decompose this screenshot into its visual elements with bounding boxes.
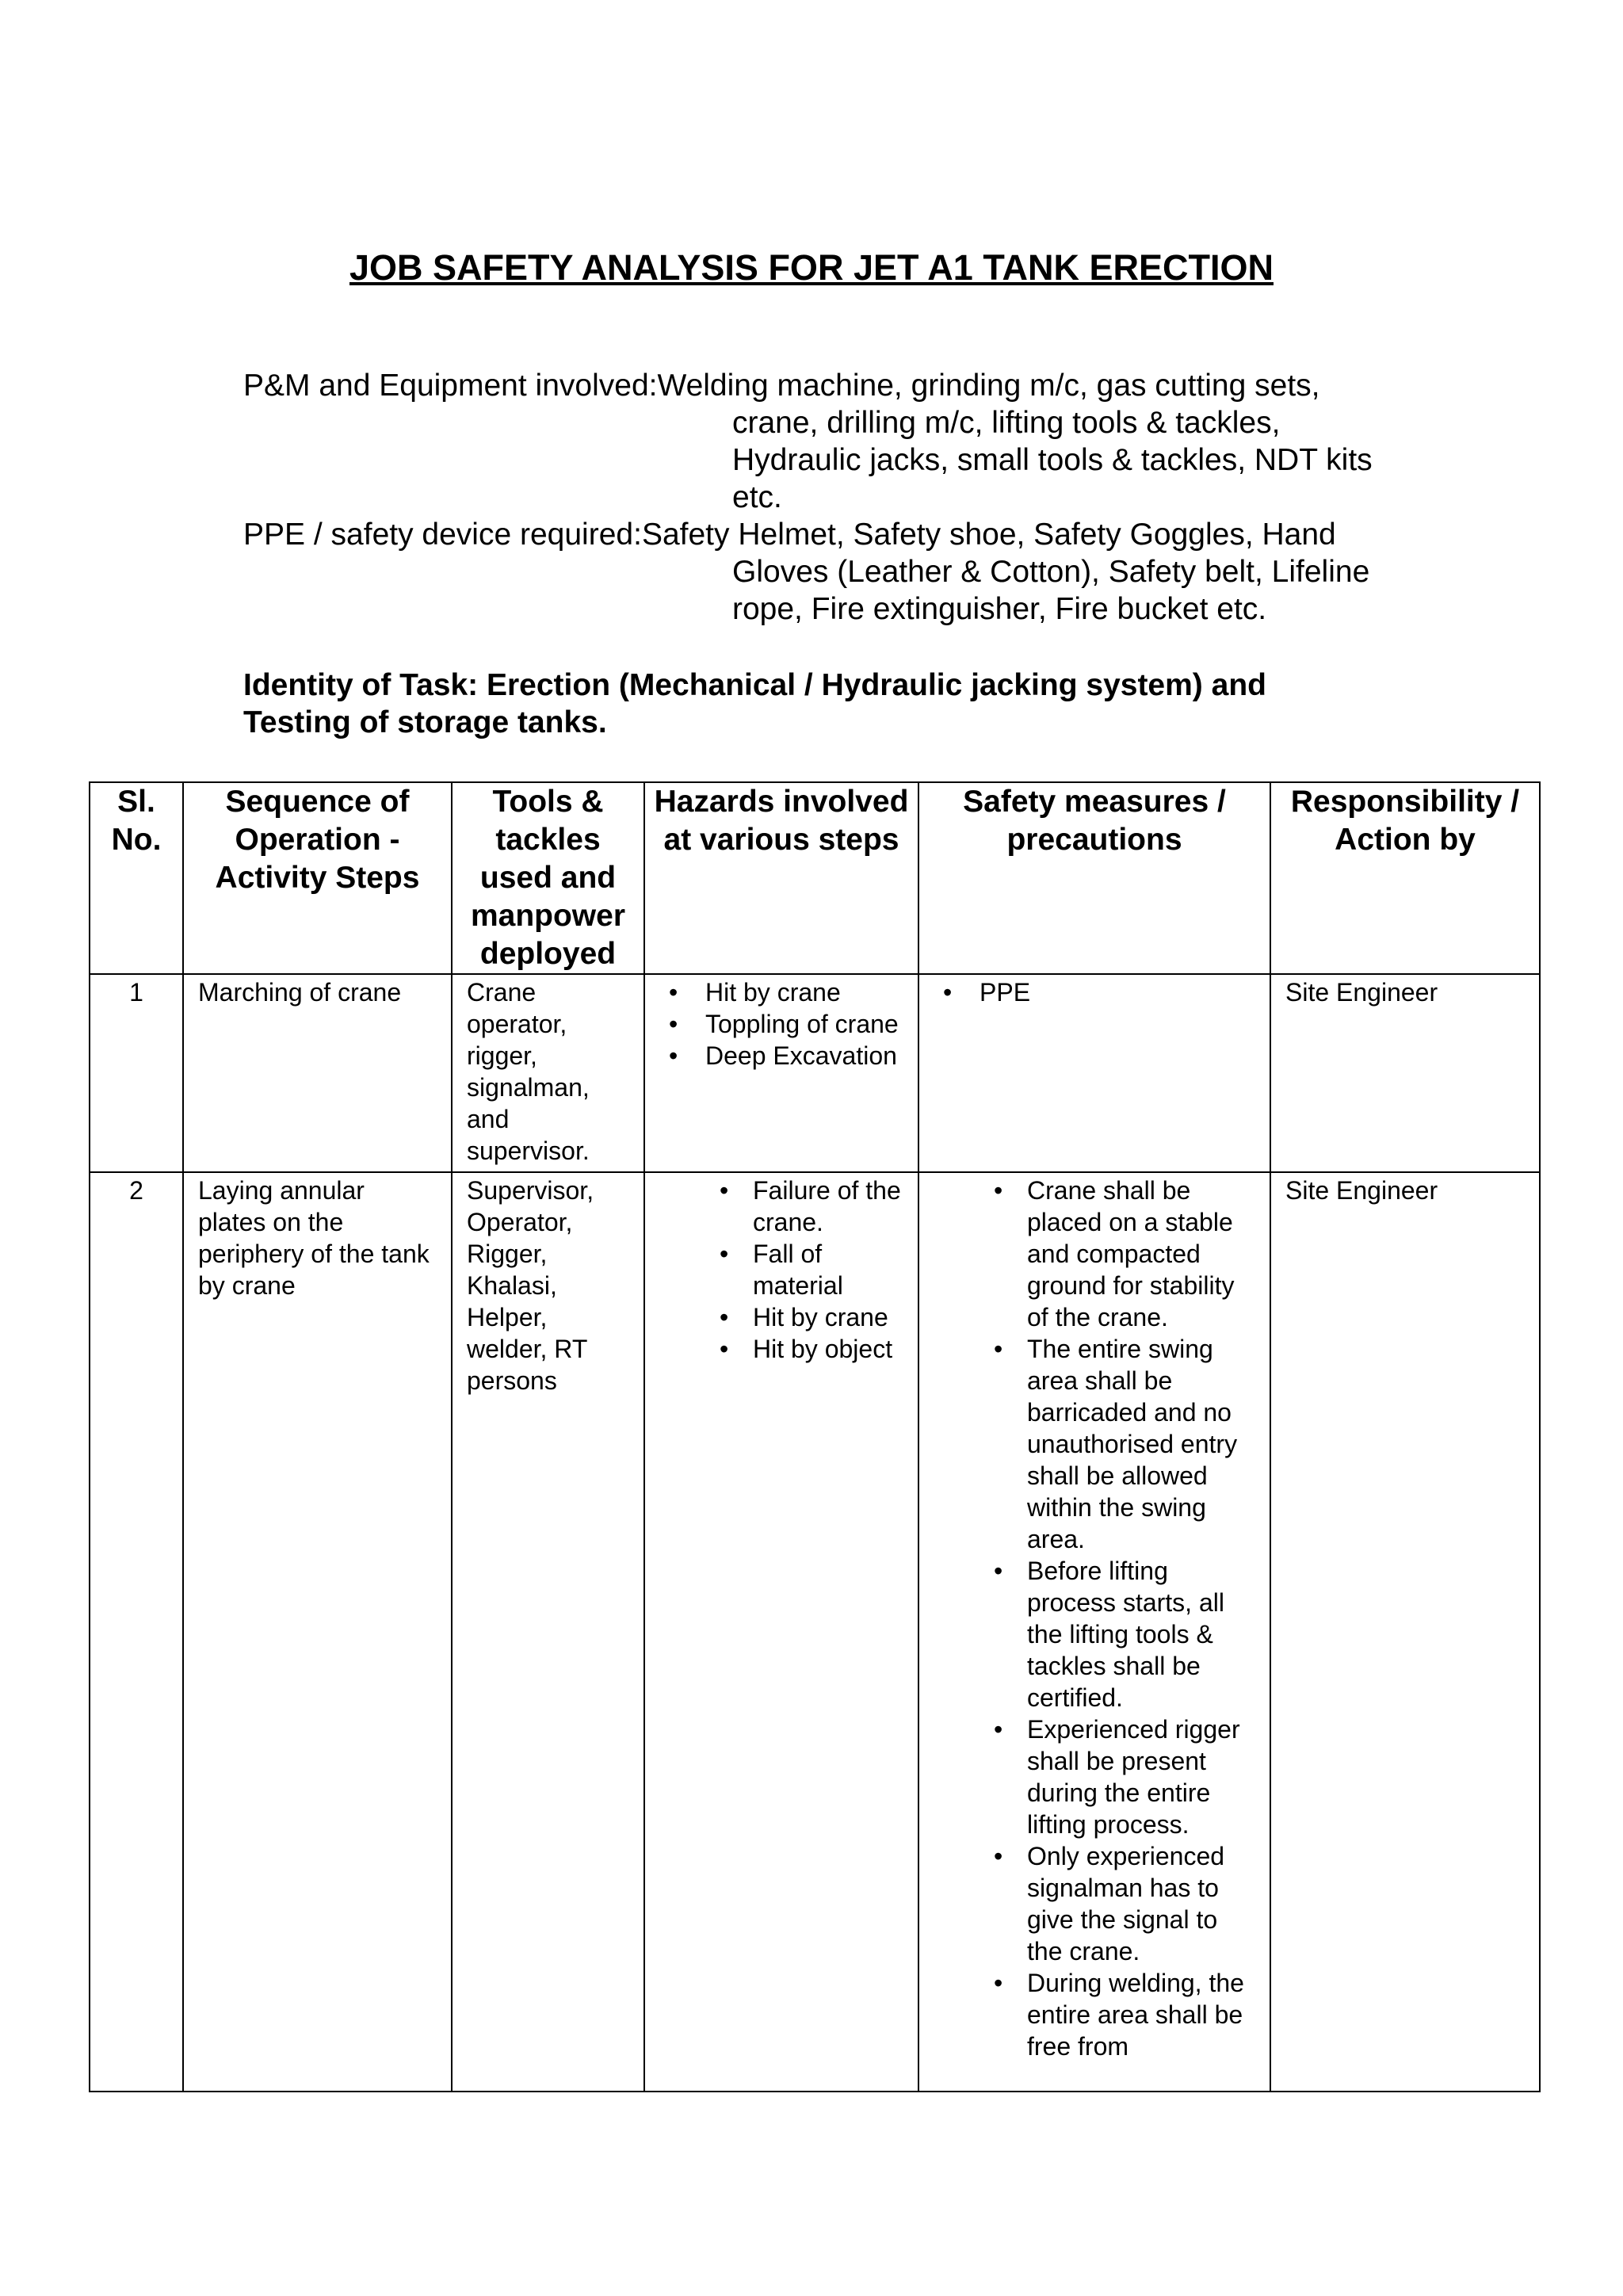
header-hazards: Hazards involved at various steps xyxy=(644,782,918,974)
row-2-hazards xyxy=(644,1172,918,2092)
row-1-hazards xyxy=(644,974,918,1172)
row-2-measures xyxy=(918,1172,1270,2092)
list-item: • Crane shall be placed on a stable and compacted ground for stability of the crane. xyxy=(934,1175,1255,1333)
table-row xyxy=(90,1172,1540,2092)
equipment-line-4: etc. xyxy=(732,480,782,514)
row-1-tools: Crane operator, rigger, signalman, and supervisor. xyxy=(452,974,644,1172)
ppe-line-3: rope, Fire extinguisher, Fire bucket etc. xyxy=(732,592,1267,626)
table-header-row xyxy=(90,782,1540,974)
task-identity-line-1: Identity of Task: Erection (Mechanical / Hydraulic jacking system) and xyxy=(243,668,1266,702)
list-item: • Hit by object xyxy=(659,1333,903,1365)
list-item: • Hit by crane xyxy=(659,976,903,1008)
list-item: • PPE xyxy=(934,976,1255,1008)
list-item: • Before lifting process starts, all the lifting tools & tackles shall be certified. xyxy=(934,1555,1255,1713)
row-2-responsibility: Site Engineer xyxy=(1270,1172,1540,2092)
list-item: • Hit by crane xyxy=(659,1301,903,1333)
header-responsibility: Responsibility / Action by xyxy=(1270,782,1540,974)
ppe-line-1: Safety Helmet, Safety shoe, Safety Goggles, Hand xyxy=(641,518,1336,552)
row-1-responsibility: Site Engineer xyxy=(1270,974,1540,1172)
header-safety-measures: Safety measures / precautions xyxy=(918,782,1270,974)
list-item: • Experienced rigger shall be present during the entire lifting process. xyxy=(934,1713,1255,1840)
ppe-line-2: Gloves (Leather & Cotton), Safety belt, Lifeline xyxy=(732,555,1370,589)
row-1-sequence: Marching of crane xyxy=(183,974,452,1172)
equipment-line-3: Hydraulic jacks, small tools & tackles, NDT kits xyxy=(732,443,1373,477)
row-2-tools: Supervisor, Operator, Rigger, Khalasi, Helper, welder, RT persons xyxy=(452,1172,644,2092)
row-1-sl-no: 1 xyxy=(90,974,183,1172)
header-sequence: Sequence of Operation - Activity Steps xyxy=(183,782,452,974)
list-item: • Failure of the crane. xyxy=(659,1175,903,1238)
equipment-label: P&M and Equipment involved: xyxy=(243,369,658,403)
header-sl-no: Sl. No. xyxy=(90,782,183,974)
equipment-section xyxy=(243,367,1472,516)
list-item: • During welding, the entire area shall be free from xyxy=(934,1967,1255,2062)
equipment-line-1: Welding machine, grinding m/c, gas cutting sets, xyxy=(657,369,1320,403)
ppe-section xyxy=(243,516,1472,628)
ppe-label: PPE / safety device required: xyxy=(243,518,642,552)
list-item: • Toppling of crane xyxy=(659,1008,903,1040)
document-title: JOB SAFETY ANALYSIS FOR JET A1 TANK ERECTION xyxy=(349,247,1274,288)
row-2-sl-no: 2 xyxy=(90,1172,183,2092)
row-2-sequence: Laying annular plates on the periphery of the tank by crane xyxy=(183,1172,452,2092)
header-tools: Tools & tackles used and manpower deployed xyxy=(452,782,644,974)
equipment-line-2: crane, drilling m/c, lifting tools & tackles, xyxy=(732,406,1281,440)
list-item: • Deep Excavation xyxy=(659,1040,903,1072)
task-identity-line-2: Testing of storage tanks. xyxy=(243,705,607,739)
list-item: • Only experienced signalman has to give the signal to the crane. xyxy=(934,1840,1255,1967)
list-item: • The entire swing area shall be barricaded and no unauthorised entry shall be allowed within the swing area. xyxy=(934,1333,1255,1555)
table-row xyxy=(90,974,1540,1172)
job-safety-table xyxy=(89,781,1541,2092)
row-1-measures xyxy=(918,974,1270,1172)
list-item: • Fall of material xyxy=(659,1238,903,1301)
task-identity xyxy=(243,667,1392,741)
